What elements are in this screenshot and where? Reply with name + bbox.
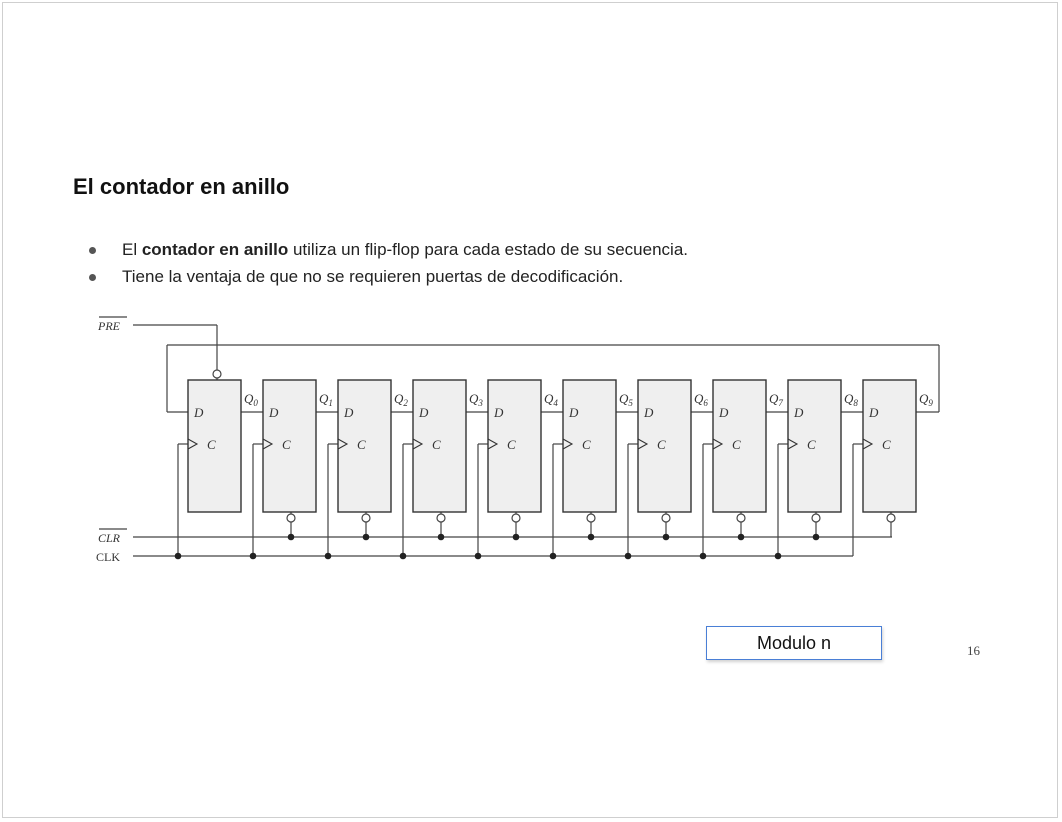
ff-c-label: C [732,437,741,452]
junction-dot [813,534,820,541]
junction-dot [175,553,182,560]
bullet-text-pre: El [122,240,142,259]
ff-d-label: D [344,405,354,420]
junction-dot [363,534,370,541]
ff-c-label: C [357,437,366,452]
bullet-text: Tiene la ventaja de que no se requieren puertas de decodificación. [122,267,624,286]
ff-c-label: C [282,437,291,452]
ff-d-label: D [419,405,429,420]
output-label-q8: $Q_8$ [844,391,858,408]
junction-dot [663,534,670,541]
inversion-bubble [287,514,295,522]
output-label-q9: $Q_9$ [919,391,933,408]
junction-dot [250,553,257,560]
output-label-q0: $Q_0$ [244,391,258,408]
bullet-item [85,236,688,263]
ff-d-label: D [194,405,204,420]
ff-d-label: D [869,405,879,420]
bullet-icon [89,247,96,254]
ring-counter-diagram [3,303,1003,578]
output-label-q3: $Q_3$ [469,391,483,408]
inversion-bubble [213,370,221,378]
page-number: 16 [967,643,980,658]
junction-dot [550,553,557,560]
ff-c-label: C [207,437,216,452]
junction-dot [438,534,445,541]
output-label-q7: $Q_7$ [769,391,783,408]
ff-c-label: C [432,437,441,452]
junction-dot [400,553,407,560]
junction-dot [513,534,520,541]
output-label-q5: $Q_5$ [619,391,633,408]
inversion-bubble [437,514,445,522]
slide-page [2,2,1058,818]
junction-dot [625,553,632,560]
slide-title: El contador en anillo [73,174,290,199]
junction-dot [325,553,332,560]
junction-dot [738,534,745,541]
pre-signal-label: PRE [98,319,120,333]
ff-d-label: D [794,405,804,420]
ff-c-label: C [582,437,591,452]
junction-dot [288,534,295,541]
output-label-q1: $Q_1$ [319,391,333,408]
bullet-text-post: utiliza un flip-flop para cada estado de su secuencia. [288,240,688,259]
clk-signal-label: CLK [96,550,120,564]
clr-signal-label: CLR [98,531,121,545]
bullet-item [85,263,688,290]
bullet-list [85,236,688,290]
output-label-q4: $Q_4$ [544,391,558,408]
junction-dot [775,553,782,560]
ff-d-label: D [719,405,729,420]
inversion-bubble [362,514,370,522]
inversion-bubble [587,514,595,522]
ff-d-label: D [269,405,279,420]
junction-dot [588,534,595,541]
junction-dot [700,553,707,560]
ff-c-label: C [507,437,516,452]
output-label-q6: $Q_6$ [694,391,708,408]
inversion-bubble [887,514,895,522]
inversion-bubble [737,514,745,522]
bullet-icon [89,274,96,281]
ff-d-label: D [494,405,504,420]
ff-c-label: C [807,437,816,452]
output-label-q2: $Q_2$ [394,391,408,408]
ff-d-label: D [644,405,654,420]
inversion-bubble [512,514,520,522]
ff-c-label: C [882,437,891,452]
ff-d-label: D [569,405,579,420]
inversion-bubble [662,514,670,522]
bullet-text-bold: contador en anillo [141,240,289,259]
modulo-textbox[interactable]: Modulo n [706,626,882,660]
ff-c-label: C [657,437,666,452]
inversion-bubble [812,514,820,522]
junction-dot [475,553,482,560]
